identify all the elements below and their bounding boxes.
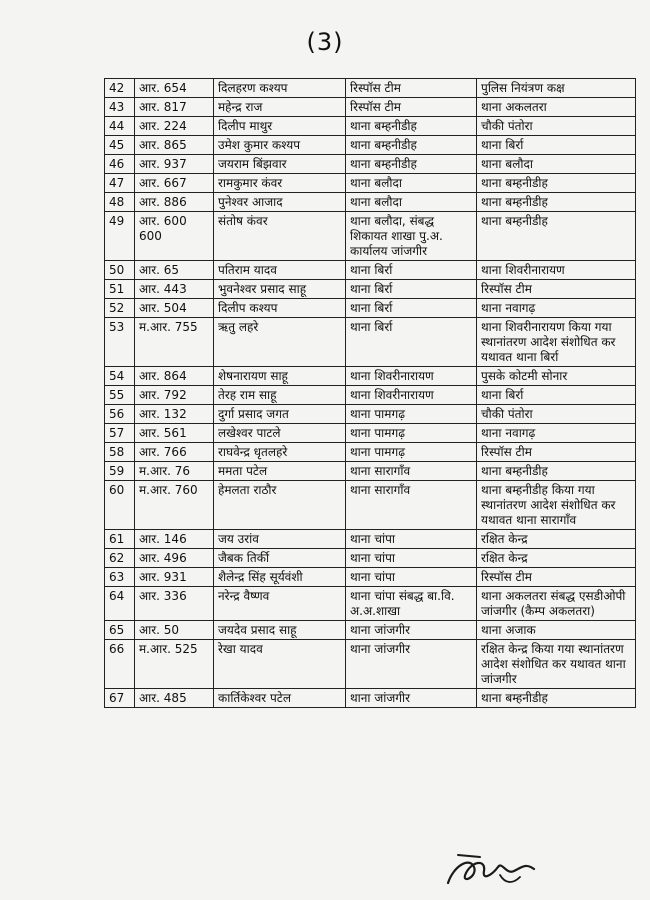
transfer-table <box>104 78 636 708</box>
serial-number: 61 <box>105 530 135 549</box>
current-posting: थाना पामगढ़ <box>346 443 477 462</box>
employee-name: पुनेश्वर आजाद <box>214 193 346 212</box>
current-posting: थाना बम्हनीडीह <box>346 117 477 136</box>
current-posting: थाना बिर्रा <box>346 280 477 299</box>
badge-number: आर. 937 <box>135 155 214 174</box>
serial-number: 43 <box>105 98 135 117</box>
new-posting: रिस्पॉस टीम <box>477 280 636 299</box>
new-posting: थाना अजाक <box>477 621 636 640</box>
new-posting: थाना शिवरीनारायण किया गया स्थानांतरण आदेश संशोधित कर यथावत थाना बिर्रा <box>477 318 636 367</box>
serial-number: 51 <box>105 280 135 299</box>
badge-number: म.आर. 76 <box>135 462 214 481</box>
signature <box>440 845 550 895</box>
current-posting: थाना जांजगीर <box>346 640 477 689</box>
new-posting: चौकी पंतोरा <box>477 117 636 136</box>
current-posting: थाना शिवरीनारायण <box>346 367 477 386</box>
new-posting: थाना बम्हनीडीह <box>477 689 636 708</box>
table-row <box>105 386 636 405</box>
table-row <box>105 174 636 193</box>
table-row <box>105 621 636 640</box>
table-row <box>105 318 636 367</box>
serial-number: 42 <box>105 79 135 98</box>
serial-number: 49 <box>105 212 135 261</box>
employee-name: राघवेन्द्र धृतलहरे <box>214 443 346 462</box>
table-row <box>105 587 636 621</box>
table-row <box>105 549 636 568</box>
badge-number: आर. 817 <box>135 98 214 117</box>
new-posting: पुलिस नियंत्रण कक्ष <box>477 79 636 98</box>
badge-number: आर. 766 <box>135 443 214 462</box>
employee-name: महेन्द्र राज <box>214 98 346 117</box>
current-posting: थाना चांपा संबद्ध बा.वि. अ.अ.शाखा <box>346 587 477 621</box>
employee-name: दिलीप कश्यप <box>214 299 346 318</box>
table-row <box>105 117 636 136</box>
current-posting: थाना पामगढ़ <box>346 405 477 424</box>
new-posting: पुसके कोटमी सोनार <box>477 367 636 386</box>
current-posting: थाना शिवरीनारायण <box>346 386 477 405</box>
current-posting: रिस्पॉस टीम <box>346 98 477 117</box>
new-posting: थाना बम्हनीडीह <box>477 193 636 212</box>
current-posting: थाना बम्हनीडीह <box>346 155 477 174</box>
new-posting: थाना बम्हनीडीह किया गया स्थानांतरण आदेश संशोधित कर यथावत थाना सारागाँव <box>477 481 636 530</box>
new-posting: रक्षित केन्द्र <box>477 549 636 568</box>
badge-number: आर. 792 <box>135 386 214 405</box>
employee-name: लखेश्वर पाटले <box>214 424 346 443</box>
serial-number: 52 <box>105 299 135 318</box>
employee-name: शेषनारायण साहू <box>214 367 346 386</box>
employee-name: जयदेव प्रसाद साहू <box>214 621 346 640</box>
table-row <box>105 530 636 549</box>
table-row <box>105 405 636 424</box>
employee-name: दिलीप माथुर <box>214 117 346 136</box>
serial-number: 63 <box>105 568 135 587</box>
employee-name: उमेश कुमार कश्यप <box>214 136 346 155</box>
table-row <box>105 155 636 174</box>
employee-name: कार्तिकेश्वर पटेल <box>214 689 346 708</box>
serial-number: 54 <box>105 367 135 386</box>
employee-name: पतिराम यादव <box>214 261 346 280</box>
table-row <box>105 640 636 689</box>
table-row <box>105 443 636 462</box>
table-row <box>105 424 636 443</box>
badge-number: म.आर. 525 <box>135 640 214 689</box>
table-row <box>105 136 636 155</box>
badge-number: आर. 146 <box>135 530 214 549</box>
employee-name: ऋतु लहरे <box>214 318 346 367</box>
serial-number: 50 <box>105 261 135 280</box>
table-row <box>105 79 636 98</box>
serial-number: 60 <box>105 481 135 530</box>
table-row <box>105 193 636 212</box>
current-posting: थाना चांपा <box>346 568 477 587</box>
new-posting: रक्षित केन्द्र किया गया स्थानांतरण आदेश संशोधित कर यथावत थाना जांजगीर <box>477 640 636 689</box>
table-body <box>105 79 636 708</box>
badge-number: आर. 886 <box>135 193 214 212</box>
badge-number: आर. 931 <box>135 568 214 587</box>
new-posting: रिस्पॉस टीम <box>477 443 636 462</box>
new-posting: थाना शिवरीनारायण <box>477 261 636 280</box>
employee-name: जय उरांव <box>214 530 346 549</box>
badge-number: आर. 485 <box>135 689 214 708</box>
current-posting: थाना सारागाँव <box>346 481 477 530</box>
current-posting: थाना सारागाँव <box>346 462 477 481</box>
employee-name: रामकुमार कंवर <box>214 174 346 193</box>
new-posting: थाना अकलतरा संबद्ध एसडीओपी जांजगीर (कैम्प अकलतरा) <box>477 587 636 621</box>
new-posting: रिस्पॉस टीम <box>477 568 636 587</box>
new-posting: थाना बिर्रा <box>477 386 636 405</box>
new-posting: थाना बम्हनीडीह <box>477 212 636 261</box>
table-row <box>105 212 636 261</box>
employee-name: जैबक तिर्की <box>214 549 346 568</box>
employee-name: रेखा यादव <box>214 640 346 689</box>
serial-number: 48 <box>105 193 135 212</box>
serial-number: 64 <box>105 587 135 621</box>
serial-number: 55 <box>105 386 135 405</box>
serial-number: 67 <box>105 689 135 708</box>
serial-number: 57 <box>105 424 135 443</box>
badge-number: आर. 50 <box>135 621 214 640</box>
badge-number: आर. 864 <box>135 367 214 386</box>
new-posting: थाना बिर्रा <box>477 136 636 155</box>
employee-name: जयराम बिंझवार <box>214 155 346 174</box>
serial-number: 45 <box>105 136 135 155</box>
new-posting: थाना नवागढ़ <box>477 299 636 318</box>
table-row <box>105 568 636 587</box>
new-posting: चौकी पंतोरा <box>477 405 636 424</box>
current-posting: थाना बलौदा <box>346 174 477 193</box>
employee-name: ममता पटेल <box>214 462 346 481</box>
new-posting: थाना बम्हनीडीह <box>477 462 636 481</box>
table-row <box>105 367 636 386</box>
employee-name: संतोष कंवर <box>214 212 346 261</box>
serial-number: 53 <box>105 318 135 367</box>
serial-number: 59 <box>105 462 135 481</box>
table-row <box>105 299 636 318</box>
current-posting: थाना बम्हनीडीह <box>346 136 477 155</box>
badge-number: म.आर. 755 <box>135 318 214 367</box>
employee-name: तेरह राम साहू <box>214 386 346 405</box>
serial-number: 65 <box>105 621 135 640</box>
serial-number: 62 <box>105 549 135 568</box>
page-number: (3) <box>306 28 344 56</box>
current-posting: थाना बिर्रा <box>346 261 477 280</box>
employee-name: नरेन्द्र वैष्णव <box>214 587 346 621</box>
badge-number: आर. 496 <box>135 549 214 568</box>
badge-number: आर. 667 <box>135 174 214 193</box>
badge-number: आर. 654 <box>135 79 214 98</box>
badge-number: म.आर. 760 <box>135 481 214 530</box>
badge-number: आर. 504 <box>135 299 214 318</box>
badge-number: आर. 443 <box>135 280 214 299</box>
table-row <box>105 98 636 117</box>
serial-number: 58 <box>105 443 135 462</box>
badge-number: आर. 336 <box>135 587 214 621</box>
serial-number: 56 <box>105 405 135 424</box>
employee-name: शैलेन्द्र सिंह सूर्यवंशी <box>214 568 346 587</box>
badge-number: आर. 224 <box>135 117 214 136</box>
current-posting: थाना चांपा <box>346 530 477 549</box>
badge-number: आर. 132 <box>135 405 214 424</box>
serial-number: 66 <box>105 640 135 689</box>
table-row <box>105 481 636 530</box>
serial-number: 46 <box>105 155 135 174</box>
badge-number: आर. 865 <box>135 136 214 155</box>
employee-name: हेमलता राठौर <box>214 481 346 530</box>
table-row <box>105 280 636 299</box>
serial-number: 47 <box>105 174 135 193</box>
new-posting: थाना बम्हनीडीह <box>477 174 636 193</box>
employee-name: दुर्गा प्रसाद जगत <box>214 405 346 424</box>
current-posting: थाना पामगढ़ <box>346 424 477 443</box>
current-posting: थाना बिर्रा <box>346 299 477 318</box>
serial-number: 44 <box>105 117 135 136</box>
badge-number: आर. 65 <box>135 261 214 280</box>
new-posting: रक्षित केन्द्र <box>477 530 636 549</box>
new-posting: थाना बलौदा <box>477 155 636 174</box>
employee-name: दिलहरण कश्यप <box>214 79 346 98</box>
current-posting: थाना जांजगीर <box>346 689 477 708</box>
current-posting: थाना बलौदा, संबद्ध शिकायत शाखा पु.अ. कार्यालय जांजगीर <box>346 212 477 261</box>
current-posting: थाना चांपा <box>346 549 477 568</box>
table-row <box>105 462 636 481</box>
employee-name: भुवनेश्वर प्रसाद साहू <box>214 280 346 299</box>
table-row <box>105 261 636 280</box>
new-posting: थाना अकलतरा <box>477 98 636 117</box>
badge-number: आर. 600 600 <box>135 212 214 261</box>
table-row <box>105 689 636 708</box>
current-posting: रिस्पॉस टीम <box>346 79 477 98</box>
current-posting: थाना बलौदा <box>346 193 477 212</box>
new-posting: थाना नवागढ़ <box>477 424 636 443</box>
badge-number: आर. 561 <box>135 424 214 443</box>
current-posting: थाना जांजगीर <box>346 621 477 640</box>
current-posting: थाना बिर्रा <box>346 318 477 367</box>
